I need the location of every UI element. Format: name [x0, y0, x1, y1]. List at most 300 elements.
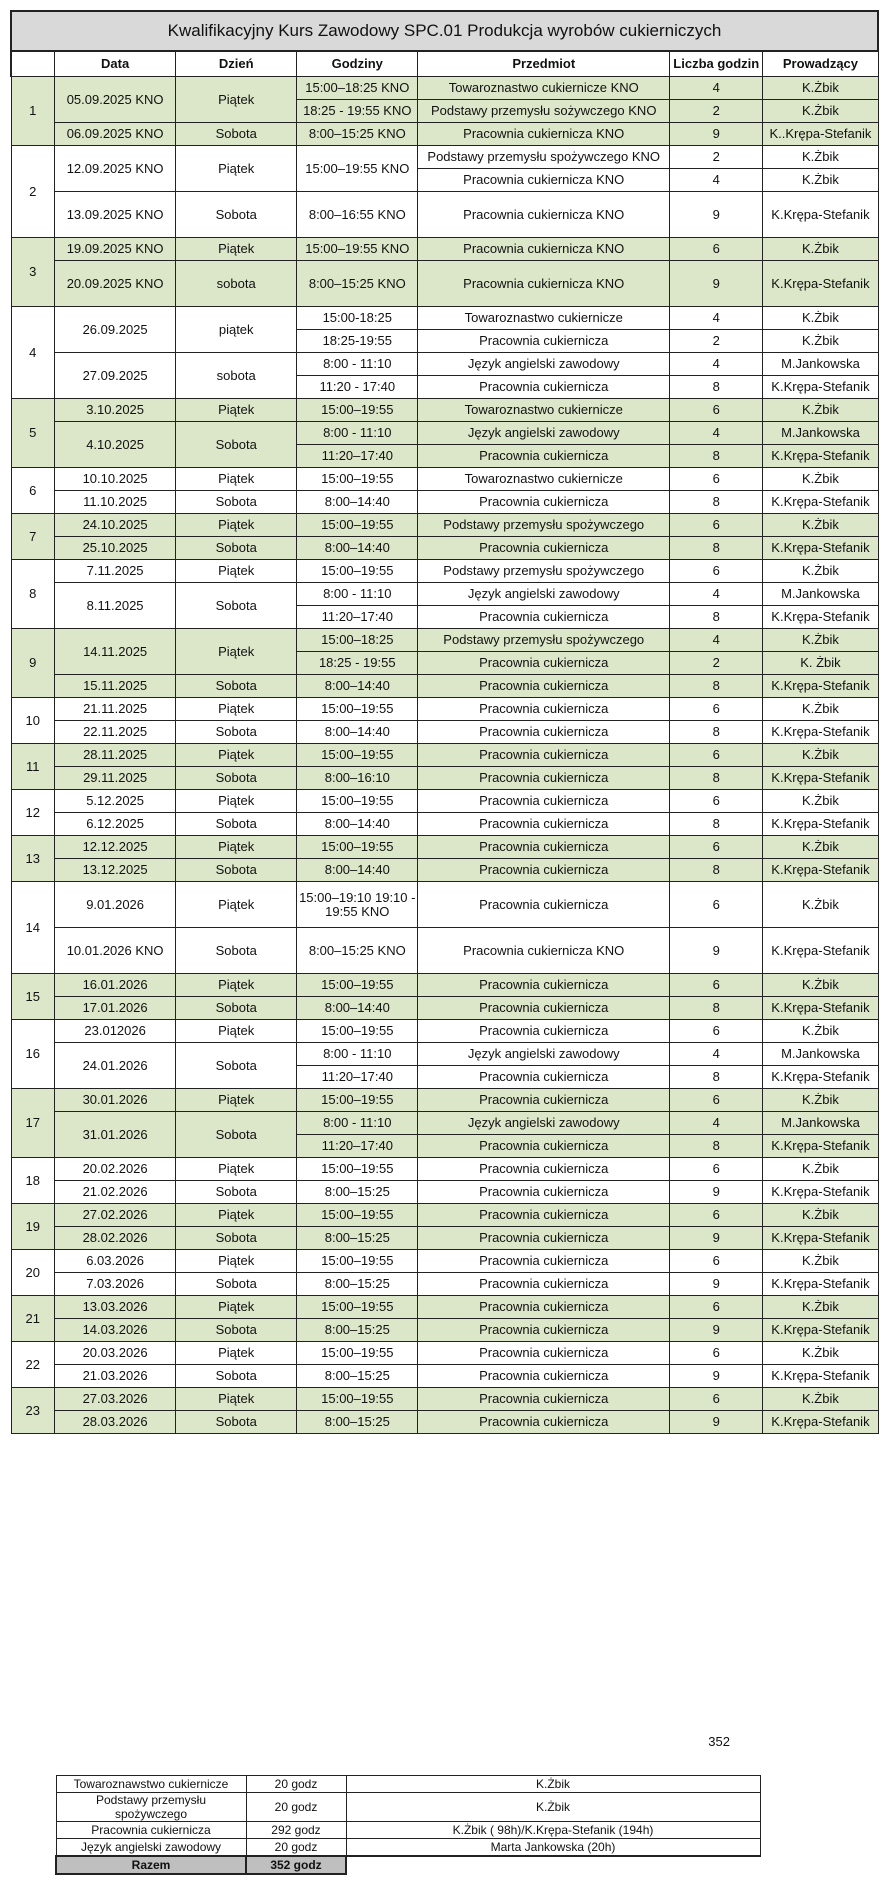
date-cell: 17.01.2026: [55, 997, 176, 1020]
date-cell: 28.03.2026: [55, 1411, 176, 1434]
count-cell: 4: [670, 583, 763, 606]
teacher-cell: K.Krępa-Stefanik: [763, 491, 878, 514]
teacher-cell: K.Krępa-Stefanik: [763, 928, 878, 974]
teacher-cell: K.Żbik: [763, 399, 878, 422]
teacher-cell: K.Żbik: [763, 146, 878, 169]
day-cell: Piątek: [176, 468, 297, 491]
hours-cell: 8:00–15:25: [297, 1273, 418, 1296]
hours-cell: 8:00–15:25: [297, 1411, 418, 1434]
count-cell: 8: [670, 445, 763, 468]
day-cell: Piątek: [176, 77, 297, 123]
summary-table: [55, 1775, 761, 1875]
subject-cell: Język angielski zawodowy: [418, 1043, 670, 1066]
hours-cell: 15:00–19:55: [297, 698, 418, 721]
date-cell: 20.03.2026: [55, 1342, 176, 1365]
hours-cell: 15:00–19:55: [297, 1388, 418, 1411]
table-row: [11, 1342, 878, 1365]
teacher-cell: K.Krępa-Stefanik: [763, 1181, 878, 1204]
table-row: [11, 1250, 878, 1273]
count-cell: 8: [670, 606, 763, 629]
schedule-table: [10, 10, 879, 1434]
teacher-cell: K.Krępa-Stefanik: [763, 1319, 878, 1342]
teacher-cell: K.Żbik: [763, 1158, 878, 1181]
week-number: 21: [11, 1296, 55, 1342]
count-cell: 9: [670, 261, 763, 307]
day-cell: Piątek: [176, 744, 297, 767]
date-cell: 7.03.2026: [55, 1273, 176, 1296]
date-cell: 21.11.2025: [55, 698, 176, 721]
subject-cell: Podstawy przemysłu spożywczego: [418, 560, 670, 583]
hours-cell: 15:00–19:55: [297, 974, 418, 997]
summary-row: [56, 1776, 760, 1793]
hours-cell: 11:20–17:40: [297, 1066, 418, 1089]
teacher-cell: K.Krępa-Stefanik: [763, 192, 878, 238]
day-cell: Piątek: [176, 629, 297, 675]
header-teacher: Prowadzący: [763, 51, 878, 77]
teacher-cell: K.Żbik: [763, 1296, 878, 1319]
hours-cell: 8:00–14:40: [297, 675, 418, 698]
subject-cell: Pracownia cukiernicza: [418, 813, 670, 836]
subject-cell: Pracownia cukiernicza: [418, 790, 670, 813]
count-cell: 8: [670, 491, 763, 514]
date-cell: 14.03.2026: [55, 1319, 176, 1342]
hours-cell: 15:00–19:55: [297, 1204, 418, 1227]
day-cell: Piątek: [176, 146, 297, 192]
summary-hours: 20 godz: [246, 1839, 346, 1857]
count-cell: 6: [670, 1296, 763, 1319]
teacher-cell: K.Krępa-Stefanik: [763, 537, 878, 560]
week-number: 8: [11, 560, 55, 629]
teacher-cell: K.Krępa-Stefanik: [763, 376, 878, 399]
teacher-cell: K.Żbik: [763, 238, 878, 261]
total-hours-value: 352: [708, 1734, 730, 1749]
teacher-cell: K.Żbik: [763, 560, 878, 583]
subject-cell: Pracownia cukiernicza: [418, 767, 670, 790]
day-cell: Sobota: [176, 767, 297, 790]
hours-cell: 8:00 - 11:10: [297, 1043, 418, 1066]
summary-hours: 20 godz: [246, 1776, 346, 1793]
teacher-cell: K.Krępa-Stefanik: [763, 445, 878, 468]
table-row: [11, 974, 878, 997]
day-cell: Piątek: [176, 1296, 297, 1319]
teacher-cell: K.Żbik: [763, 974, 878, 997]
hours-cell: 8:00–14:40: [297, 859, 418, 882]
count-cell: 6: [670, 698, 763, 721]
day-cell: Sobota: [176, 1043, 297, 1089]
date-cell: 25.10.2025: [55, 537, 176, 560]
teacher-cell: K.Krępa-Stefanik: [763, 859, 878, 882]
date-cell: 29.11.2025: [55, 767, 176, 790]
summary-teacher: K.Żbik: [346, 1776, 760, 1793]
count-cell: 8: [670, 1066, 763, 1089]
table-row: [11, 1112, 878, 1135]
subject-cell: Pracownia cukiernicza: [418, 675, 670, 698]
hours-cell: 15:00–19:55: [297, 560, 418, 583]
hours-cell: 8:00–14:40: [297, 813, 418, 836]
hours-cell: 8:00 - 11:10: [297, 422, 418, 445]
day-cell: Sobota: [176, 1181, 297, 1204]
hours-cell: 8:00 - 11:10: [297, 353, 418, 376]
table-row: [11, 1043, 878, 1066]
summary-row: [56, 1839, 760, 1857]
header-hours: Godziny: [297, 51, 418, 77]
table-row: [11, 583, 878, 606]
teacher-cell: K.Żbik: [763, 169, 878, 192]
date-cell: 4.10.2025: [55, 422, 176, 468]
teacher-cell: M.Jankowska: [763, 583, 878, 606]
count-cell: 6: [670, 468, 763, 491]
count-cell: 6: [670, 1388, 763, 1411]
teacher-cell: K.Żbik: [763, 1089, 878, 1112]
teacher-cell: K.Żbik: [763, 1204, 878, 1227]
hours-cell: 8:00–16:10: [297, 767, 418, 790]
header-row: [11, 51, 878, 77]
week-number: 5: [11, 399, 55, 468]
teacher-cell: K.Żbik: [763, 1388, 878, 1411]
table-row: [11, 77, 878, 100]
count-cell: 6: [670, 1089, 763, 1112]
schedule-body: [11, 77, 878, 1434]
week-number: 15: [11, 974, 55, 1020]
hours-cell: 15:00–19:55: [297, 836, 418, 859]
date-cell: 6.12.2025: [55, 813, 176, 836]
table-row: [11, 1020, 878, 1043]
week-number: 7: [11, 514, 55, 560]
subject-cell: Pracownia cukiernicza: [418, 1135, 670, 1158]
count-cell: 4: [670, 169, 763, 192]
teacher-cell: K.Krępa-Stefanik: [763, 1273, 878, 1296]
day-cell: Piątek: [176, 399, 297, 422]
table-row: [11, 1273, 878, 1296]
count-cell: 4: [670, 353, 763, 376]
table-row: [11, 1089, 878, 1112]
count-cell: 9: [670, 123, 763, 146]
subject-cell: Pracownia cukiernicza: [418, 1158, 670, 1181]
table-row: [11, 997, 878, 1020]
subject-cell: Pracownia cukiernicza: [418, 1319, 670, 1342]
week-number: 14: [11, 882, 55, 974]
date-cell: 12.09.2025 KNO: [55, 146, 176, 192]
day-cell: Sobota: [176, 859, 297, 882]
subject-cell: Pracownia cukiernicza: [418, 537, 670, 560]
day-cell: Sobota: [176, 813, 297, 836]
date-cell: 27.02.2026: [55, 1204, 176, 1227]
table-row: [11, 123, 878, 146]
count-cell: 6: [670, 790, 763, 813]
week-number: 4: [11, 307, 55, 399]
subject-cell: Pracownia cukiernicza: [418, 721, 670, 744]
teacher-cell: K.Krępa-Stefanik: [763, 1365, 878, 1388]
teacher-cell: K.Żbik: [763, 1342, 878, 1365]
hours-cell: 15:00–19:55: [297, 1020, 418, 1043]
date-cell: 8.11.2025: [55, 583, 176, 629]
hours-cell: 8:00–14:40: [297, 537, 418, 560]
subject-cell: Język angielski zawodowy: [418, 583, 670, 606]
subject-cell: Język angielski zawodowy: [418, 1112, 670, 1135]
table-row: [11, 514, 878, 537]
table-row: [11, 629, 878, 652]
date-cell: 10.01.2026 KNO: [55, 928, 176, 974]
week-number: 11: [11, 744, 55, 790]
day-cell: Piątek: [176, 974, 297, 997]
table-row: [11, 744, 878, 767]
date-cell: 27.03.2026: [55, 1388, 176, 1411]
date-cell: 13.12.2025: [55, 859, 176, 882]
subject-cell: Pracownia cukiernicza: [418, 1388, 670, 1411]
day-cell: Sobota: [176, 997, 297, 1020]
teacher-cell: K.Żbik: [763, 698, 878, 721]
count-cell: 6: [670, 974, 763, 997]
teacher-cell: K.Krępa-Stefanik: [763, 675, 878, 698]
page-title: Kwalifikacyjny Kurs Zawodowy SPC.01 Produkcja wyrobów cukierniczych: [11, 11, 878, 51]
date-cell: 21.03.2026: [55, 1365, 176, 1388]
count-cell: 9: [670, 1319, 763, 1342]
subject-cell: Pracownia cukiernicza: [418, 836, 670, 859]
hours-cell: 11:20–17:40: [297, 445, 418, 468]
count-cell: 4: [670, 422, 763, 445]
count-cell: 6: [670, 744, 763, 767]
hours-cell: 18:25-19:55: [297, 330, 418, 353]
date-cell: 06.09.2025 KNO: [55, 123, 176, 146]
week-number: 16: [11, 1020, 55, 1089]
summary-row: [56, 1822, 760, 1839]
hours-cell: 8:00 - 11:10: [297, 583, 418, 606]
day-cell: Piątek: [176, 698, 297, 721]
table-row: [11, 1365, 878, 1388]
table-row: [11, 790, 878, 813]
hours-cell: 8:00–14:40: [297, 997, 418, 1020]
table-row: [11, 721, 878, 744]
hours-cell: 8:00–15:25 KNO: [297, 261, 418, 307]
subject-cell: Pracownia cukiernicza KNO: [418, 123, 670, 146]
date-cell: 13.03.2026: [55, 1296, 176, 1319]
day-cell: Sobota: [176, 583, 297, 629]
subject-cell: Towaroznastwo cukiernicze: [418, 468, 670, 491]
subject-cell: Pracownia cukiernicza: [418, 1020, 670, 1043]
teacher-cell: K..Krępa-Stefanik: [763, 123, 878, 146]
hours-cell: 15:00–19:55: [297, 1296, 418, 1319]
subject-cell: Język angielski zawodowy: [418, 353, 670, 376]
teacher-cell: K.Krępa-Stefanik: [763, 1066, 878, 1089]
subject-cell: Podstawy przemysłu spożywczego KNO: [418, 146, 670, 169]
subject-cell: Pracownia cukiernicza: [418, 606, 670, 629]
subject-cell: Pracownia cukiernicza: [418, 376, 670, 399]
subject-cell: Pracownia cukiernicza KNO: [418, 928, 670, 974]
count-cell: 4: [670, 1043, 763, 1066]
count-cell: 4: [670, 1112, 763, 1135]
table-row: [11, 238, 878, 261]
day-cell: Piątek: [176, 514, 297, 537]
date-cell: 24.10.2025: [55, 514, 176, 537]
date-cell: 15.11.2025: [55, 675, 176, 698]
table-row: [11, 307, 878, 330]
subject-cell: Pracownia cukiernicza KNO: [418, 261, 670, 307]
teacher-cell: K.Żbik: [763, 1020, 878, 1043]
teacher-cell: K.Żbik: [763, 77, 878, 100]
teacher-cell: K.Krępa-Stefanik: [763, 721, 878, 744]
subject-cell: Pracownia cukiernicza: [418, 997, 670, 1020]
table-row: [11, 675, 878, 698]
subject-cell: Pracownia cukiernicza: [418, 1204, 670, 1227]
hours-cell: 15:00–19:55: [297, 468, 418, 491]
subject-cell: Pracownia cukiernicza: [418, 1250, 670, 1273]
hours-cell: 15:00–19:55: [297, 1158, 418, 1181]
subject-cell: Towaroznastwo cukiernicze: [418, 399, 670, 422]
day-cell: Piątek: [176, 1204, 297, 1227]
teacher-cell: K.Krępa-Stefanik: [763, 261, 878, 307]
table-row: [11, 859, 878, 882]
date-cell: 16.01.2026: [55, 974, 176, 997]
count-cell: 6: [670, 514, 763, 537]
day-cell: Piątek: [176, 882, 297, 928]
count-cell: 9: [670, 928, 763, 974]
hours-cell: 15:00–19:55: [297, 744, 418, 767]
date-cell: 27.09.2025: [55, 353, 176, 399]
hours-cell: 11:20 - 17:40: [297, 376, 418, 399]
teacher-cell: K.Żbik: [763, 882, 878, 928]
subject-cell: Pracownia cukiernicza: [418, 882, 670, 928]
summary-row: [56, 1793, 760, 1822]
day-cell: Sobota: [176, 1365, 297, 1388]
subject-cell: Pracownia cukiernicza: [418, 652, 670, 675]
hours-cell: 15:00-18:25: [297, 307, 418, 330]
hours-cell: 18:25 - 19:55 KNO: [297, 100, 418, 123]
teacher-cell: K.Krępa-Stefanik: [763, 606, 878, 629]
teacher-cell: M.Jankowska: [763, 422, 878, 445]
day-cell: Piątek: [176, 1089, 297, 1112]
summary-teacher: K.Żbik ( 98h)/K.Krępa-Stefanik (194h): [346, 1822, 760, 1839]
day-cell: Piątek: [176, 790, 297, 813]
subject-cell: Pracownia cukiernicza KNO: [418, 238, 670, 261]
hours-cell: 15:00–18:25: [297, 629, 418, 652]
summary-total-empty: [346, 1856, 760, 1874]
table-row: [11, 491, 878, 514]
day-cell: Sobota: [176, 491, 297, 514]
teacher-cell: K.Żbik: [763, 330, 878, 353]
date-cell: 9.01.2026: [55, 882, 176, 928]
week-number: 19: [11, 1204, 55, 1250]
teacher-cell: K.Krępa-Stefanik: [763, 1411, 878, 1434]
date-cell: 20.09.2025 KNO: [55, 261, 176, 307]
subject-cell: Pracownia cukiernicza: [418, 698, 670, 721]
week-number: 6: [11, 468, 55, 514]
teacher-cell: K.Żbik: [763, 514, 878, 537]
teacher-cell: K. Żbik: [763, 652, 878, 675]
subject-cell: Pracownia cukiernicza KNO: [418, 192, 670, 238]
week-number: 1: [11, 77, 55, 146]
count-cell: 8: [670, 721, 763, 744]
hours-cell: 15:00–19:55: [297, 1250, 418, 1273]
teacher-cell: K.Żbik: [763, 790, 878, 813]
table-row: [11, 767, 878, 790]
teacher-cell: K.Żbik: [763, 836, 878, 859]
date-cell: 28.11.2025: [55, 744, 176, 767]
hours-cell: 8:00–14:40: [297, 721, 418, 744]
hours-cell: 15:00–19:55: [297, 514, 418, 537]
count-cell: 6: [670, 1020, 763, 1043]
table-row: [11, 353, 878, 376]
date-cell: 12.12.2025: [55, 836, 176, 859]
subject-cell: Pracownia cukiernicza: [418, 1296, 670, 1319]
day-cell: sobota: [176, 353, 297, 399]
count-cell: 9: [670, 192, 763, 238]
summary-subject: Język angielski zawodowy: [56, 1839, 246, 1857]
summary-teacher: Marta Jankowska (20h): [346, 1839, 760, 1857]
count-cell: 6: [670, 238, 763, 261]
day-cell: Sobota: [176, 537, 297, 560]
hours-cell: 8:00–15:25: [297, 1319, 418, 1342]
count-cell: 2: [670, 330, 763, 353]
count-cell: 8: [670, 813, 763, 836]
date-cell: 30.01.2026: [55, 1089, 176, 1112]
day-cell: sobota: [176, 261, 297, 307]
day-cell: Piątek: [176, 238, 297, 261]
subject-cell: Pracownia cukiernicza: [418, 1227, 670, 1250]
subject-cell: Pracownia cukiernicza KNO: [418, 169, 670, 192]
subject-cell: Pracownia cukiernicza: [418, 445, 670, 468]
hours-cell: 15:00–19:55: [297, 790, 418, 813]
table-row: [11, 1319, 878, 1342]
day-cell: Sobota: [176, 123, 297, 146]
date-cell: 3.10.2025: [55, 399, 176, 422]
date-cell: 26.09.2025: [55, 307, 176, 353]
count-cell: 8: [670, 537, 763, 560]
day-cell: Sobota: [176, 721, 297, 744]
week-number: 12: [11, 790, 55, 836]
table-row: [11, 1388, 878, 1411]
hours-cell: 15:00–19:55 KNO: [297, 238, 418, 261]
day-cell: Piątek: [176, 1250, 297, 1273]
count-cell: 6: [670, 1250, 763, 1273]
subject-cell: Pracownia cukiernicza: [418, 1411, 670, 1434]
subject-cell: Podstawy przemysłu sożywczego KNO: [418, 100, 670, 123]
count-cell: 8: [670, 675, 763, 698]
summary-subject: Podstawy przemysłu spożywczego: [56, 1793, 246, 1822]
subject-cell: Pracownia cukiernicza: [418, 1342, 670, 1365]
hours-cell: 8:00–15:25 KNO: [297, 928, 418, 974]
count-cell: 4: [670, 77, 763, 100]
hours-cell: 15:00–19:55: [297, 399, 418, 422]
table-row: [11, 146, 878, 169]
summary-hours: 20 godz: [246, 1793, 346, 1822]
count-cell: 9: [670, 1227, 763, 1250]
teacher-cell: K.Żbik: [763, 744, 878, 767]
teacher-cell: K.Krępa-Stefanik: [763, 1135, 878, 1158]
week-number: 13: [11, 836, 55, 882]
count-cell: 8: [670, 376, 763, 399]
table-row: [11, 422, 878, 445]
table-row: [11, 1204, 878, 1227]
hours-cell: 8:00–15:25: [297, 1365, 418, 1388]
day-cell: Piątek: [176, 1020, 297, 1043]
day-cell: Sobota: [176, 192, 297, 238]
subject-cell: Towaroznastwo cukiernicze KNO: [418, 77, 670, 100]
subject-cell: Podstawy przemysłu spożywczego: [418, 629, 670, 652]
hours-cell: 15:00–19:10 19:10 - 19:55 KNO: [297, 882, 418, 928]
day-cell: Sobota: [176, 928, 297, 974]
summary-total-label: Razem: [56, 1856, 246, 1874]
hours-cell: 8:00–16:55 KNO: [297, 192, 418, 238]
count-cell: 8: [670, 997, 763, 1020]
date-cell: 10.10.2025: [55, 468, 176, 491]
week-number: 20: [11, 1250, 55, 1296]
teacher-cell: K.Krępa-Stefanik: [763, 767, 878, 790]
count-cell: 8: [670, 859, 763, 882]
day-cell: Piątek: [176, 836, 297, 859]
subject-cell: Pracownia cukiernicza: [418, 974, 670, 997]
header-count: Liczba godzin: [670, 51, 763, 77]
date-cell: 5.12.2025: [55, 790, 176, 813]
